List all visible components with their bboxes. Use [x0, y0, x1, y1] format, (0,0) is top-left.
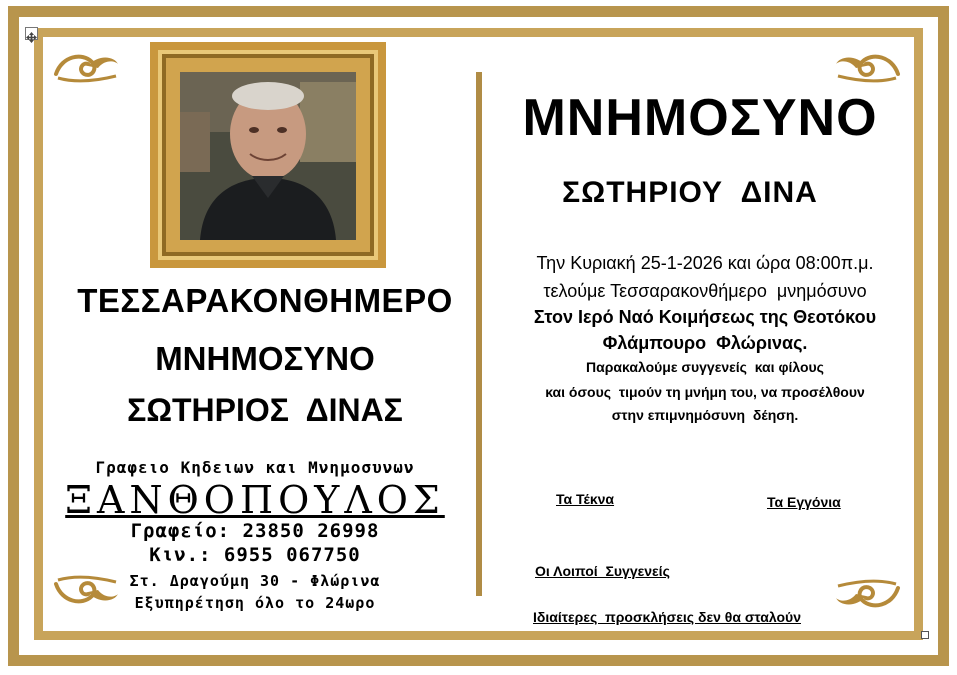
move-handle-icon[interactable] [25, 27, 38, 40]
office-service-hours: Εξυπηρέτηση όλο το 24ωρο [134, 594, 376, 612]
announcement-line-2: τελούμε Τεσσαρακονθήμερο μνημόσυνο [543, 281, 867, 301]
funeral-office-name: ΞΑΝΘΟΠΟΥΛΟΣ [65, 478, 445, 522]
vertical-divider [476, 72, 482, 596]
right-title-memorial: ΜΝΗΜΟΣΥΝΟ [522, 89, 878, 147]
signature-grandchildren: Τα Εγγόνια [767, 494, 841, 510]
no-invitations-note: Ιδιαίτερες προσκλήσεις δεν θα σταλούν [533, 609, 801, 625]
right-deceased-name: ΣΩΤΗΡΙΟΥ ΔΙΝΑ [562, 176, 818, 209]
office-mobile: Κιν.: 6955 067750 [149, 544, 361, 566]
left-heading-forty-day: ΤΕΣΣΑΡΑΚΟΝΘΗΜΕΡΟ [77, 282, 453, 319]
left-heading-memorial: ΜΝΗΜΟΣΥΝΟ [155, 340, 375, 377]
office-address: Στ. Δραγούμη 30 - Φλώρινα [129, 572, 381, 590]
office-phone: Γραφείο: 23850 26998 [130, 520, 380, 542]
corner-ornament-icon [832, 578, 902, 614]
signature-children: Τα Τέκνα [556, 491, 615, 507]
announcement-line-3: Στον Ιερό Ναό Κοιμήσεως της Θεοτόκου [533, 307, 877, 327]
portrait-photo [180, 72, 356, 240]
announcement-line-5: Παρακαλούμε συγγενείς και φίλους [586, 359, 824, 375]
funeral-office-title: Γραφειο Κηδειων και Μνημοσυνων [95, 458, 415, 477]
announcement-line-4: Φλάμπουρο Φλώρινας. [602, 333, 808, 353]
signature-relatives: Οι Λοιποί Συγγενείς [535, 563, 670, 579]
corner-ornament-icon [52, 48, 122, 84]
resize-handle[interactable] [921, 631, 929, 639]
announcement-line-7: στην επιμνημόσυνη δέηση. [611, 407, 799, 423]
corner-ornament-icon [832, 48, 902, 84]
announcement-line-1: Την Κυριακή 25-1-2026 και ώρα 08:00π.μ. [536, 253, 874, 273]
announcement-line-6: και όσους τιμούν τη μνήμη του, να προσέλθουν [545, 384, 865, 400]
left-deceased-name: ΣΩΤΗΡΙΟΣ ΔΙΝΑΣ [127, 392, 403, 428]
